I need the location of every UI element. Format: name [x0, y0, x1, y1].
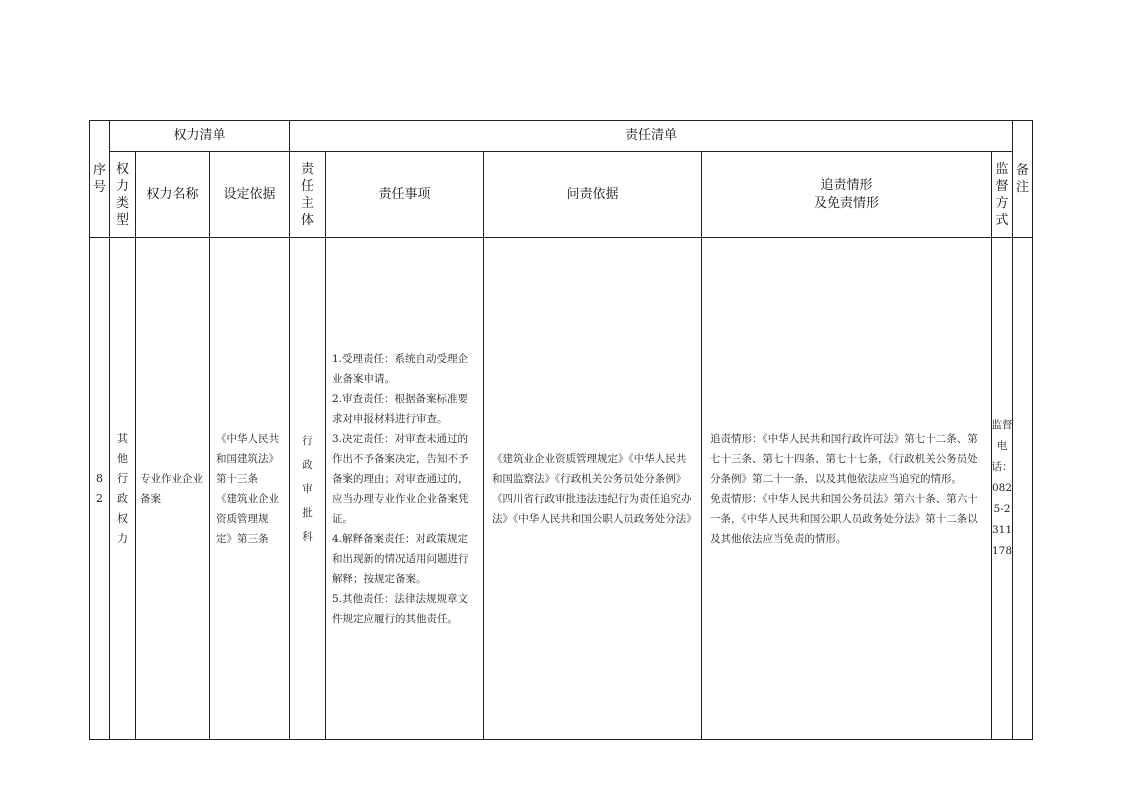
cell-pursuit: 追责情形：《中华人民共和国行政许可法》第七十二条、第七十三条、第七十四条、第七十七条，《行政机关公务员处分条例》第二十一条，以及其他依法应当追究的情形。 免责情形：《中华人民共和国公务员法》第六十条、第六十一条，《中华人民共和国公职人员政务处分法》第十二条以及其他依法应当免责的情形。 [710, 432, 978, 545]
header-resp-items: 责任事项 [378, 186, 431, 202]
cell-seq: 82 [96, 471, 103, 505]
header-power-name: 权力名称 [146, 186, 199, 202]
cell-power-name: 专业作业企业备案 [140, 472, 203, 505]
power-responsibility-table [89, 120, 1033, 740]
cell-resp-items: 1.受理责任：系统自动受理企业备案申请。 2.审查责任：根据备案标准要求对申报材料进行审查。 3.决定责任：对审查未通过的作出不予备案决定，告知不予备案的理由；对审查通过的，应当办理专业作业企业备案凭证。 4.解释备案责任：对政策规定和出现新的情况适用问题进行解释；按规定备案。 5.其他责任：法律法规规章文件规定应履行的其他责任。 [332, 352, 469, 625]
header-pursuit: 追责情形 及免责情形 [813, 177, 879, 211]
table-border-bottom [89, 739, 1033, 740]
cell-remark [1013, 238, 1032, 739]
header-responsibility-list: 责任清单 [624, 128, 677, 143]
header-remark: 备注 [1016, 163, 1030, 195]
header-subject: 责任主体 [300, 161, 314, 228]
table-border-right [1032, 120, 1033, 740]
header-accountability-basis: 问责依据 [566, 186, 619, 202]
header-basis: 设定依据 [223, 186, 276, 202]
header-power-list: 权力清单 [173, 128, 226, 143]
cell-accountability-basis: 《建筑业企业资质管理规定》《中华人民共和国监察法》《行政机关公务员处分条例》《四川省行政审批违法违纪行为责任追究办法》《中华人民共和国公职人员政务处分法》 [492, 452, 697, 525]
cell-subject: 行政审批科 [302, 434, 313, 543]
cell-supervision: 监督电话：0825-2311178 [991, 419, 1013, 557]
header-power-type: 权力类型 [115, 161, 129, 228]
cell-power-type: 其他行政权力 [117, 431, 128, 545]
header-seq: 序号 [93, 163, 107, 195]
header-supervision: 监督方式 [995, 161, 1009, 228]
cell-basis: 《中华人民共和国建筑法》第十三条 《建筑业企业资质管理规定》第三条 [216, 432, 279, 545]
